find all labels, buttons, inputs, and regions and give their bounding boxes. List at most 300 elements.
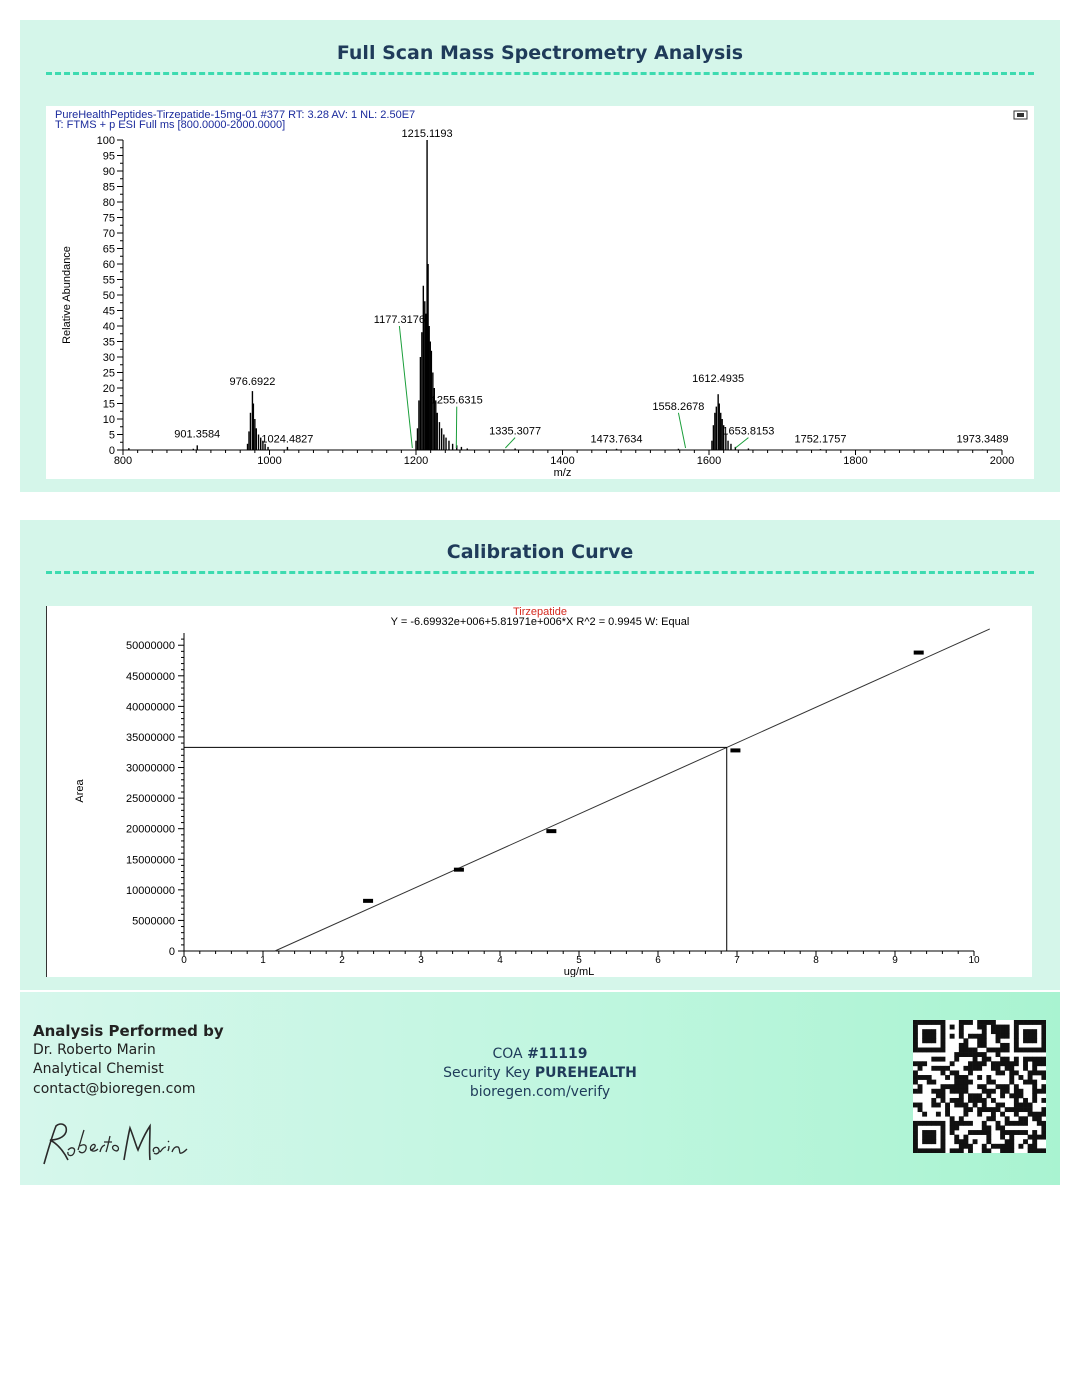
ms-y-tick-label: 50 [102,290,115,302]
qr-module [1009,1139,1014,1144]
qr-module [918,1089,923,1094]
cal-x-tick-label: 6 [655,955,661,966]
qr-module [936,1048,941,1053]
qr-code-icon[interactable] [913,1020,1046,1153]
qr-module [941,1057,946,1062]
ms-y-tick-label: 100 [96,135,115,147]
qr-module [941,1038,946,1043]
qr-module [1037,1116,1042,1121]
qr-module [982,1038,987,1043]
cal-x-tick-label: 10 [968,955,980,966]
qr-module [996,1125,1001,1130]
qr-module [941,1093,946,1098]
qr-module [950,1061,955,1066]
qr-module [1000,1148,1005,1153]
signature [38,1120,193,1166]
qr-module [977,1052,982,1057]
qr-module [1041,1070,1046,1075]
cal-chart-box [46,606,1032,977]
qr-module [941,1066,946,1071]
qr-module [1032,1148,1037,1153]
qr-module [950,1070,955,1075]
qr-module [1014,1038,1019,1043]
ms-title-divider [46,72,1034,75]
qr-module [931,1089,936,1094]
qr-module [1009,1080,1014,1085]
cal-equation: Y = -6.69932e+006+5.81971e+006*X R^2 = 0.9945 W: Equal [390,616,690,628]
qr-module [941,1148,946,1153]
qr-module [1000,1135,1005,1140]
qr-module [1041,1029,1046,1034]
qr-module [936,1121,941,1126]
qr-module [991,1029,996,1034]
qr-module [959,1048,964,1053]
qr-module [1014,1034,1019,1039]
cal-y-tick-label: 5000000 [132,915,175,928]
qr-module [1005,1116,1010,1121]
qr-module [931,1139,936,1144]
verify-url[interactable]: bioregen.com/verify [469,1084,611,1100]
qr-module [1009,1075,1014,1080]
qr-module [1014,1112,1019,1117]
qr-module [1014,1130,1019,1135]
qr-module [959,1025,964,1030]
qr-module [1028,1135,1033,1140]
cal-x-tick-label: 9 [892,955,898,966]
qr-module [982,1043,987,1048]
qr-module [1032,1038,1037,1043]
qr-module [982,1029,987,1034]
qr-module [996,1029,1001,1034]
qr-module [968,1061,973,1066]
qr-module [963,1043,968,1048]
qr-module [1037,1148,1042,1153]
ms-peak-label: 1335.3077 [489,425,542,438]
qr-module [1041,1121,1046,1126]
qr-module [941,1135,946,1140]
qr-module [1000,1070,1005,1075]
ms-y-tick-label: 25 [102,367,115,380]
qr-module [996,1103,1001,1108]
qr-module [1014,1107,1019,1112]
cal-x-tick-label: 3 [418,955,424,966]
calibration-panel [20,520,1060,990]
ms-y-tick-label: 35 [102,336,115,349]
ms-x-tick-label: 2000 [989,455,1015,467]
qr-module [973,1098,978,1103]
ms-y-tick-label: 5 [108,429,115,442]
qr-module [922,1135,927,1140]
qr-module [927,1029,932,1034]
qr-module [954,1121,959,1126]
qr-module [959,1075,964,1080]
ms-x-tick-label: 800 [113,455,133,467]
ms-header-line1: PureHealthPeptides-Tirzepatide-15mg-01 #377 RT: 3.28 AV: 1 NL: 2.50E7 [55,109,416,121]
qr-module [913,1121,918,1126]
qr-module [1023,1057,1028,1062]
qr-module [982,1121,987,1126]
ms-y-tick-label: 70 [102,228,115,240]
qr-module [1028,1148,1033,1153]
qr-module [922,1121,927,1126]
qr-module [982,1125,987,1130]
coa-line [400,1045,680,1064]
qr-module [954,1148,959,1153]
qr-module [968,1020,973,1025]
qr-module [1028,1048,1033,1053]
qr-module [1028,1075,1033,1080]
qr-module [1032,1048,1037,1053]
qr-module [991,1112,996,1117]
qr-module [922,1048,927,1053]
qr-module [977,1034,982,1039]
qr-module [982,1061,987,1066]
qr-module [1041,1112,1046,1117]
qr-module [918,1103,923,1108]
qr-module [931,1029,936,1034]
qr-module [954,1139,959,1144]
qr-module [1009,1070,1014,1075]
qr-module [941,1034,946,1039]
qr-module [931,1034,936,1039]
qr-module [1014,1057,1019,1062]
qr-module [1000,1034,1005,1039]
qr-module [1041,1084,1046,1089]
ms-leader-line [735,438,748,448]
qr-module [1041,1038,1046,1043]
qr-module [986,1089,991,1094]
qr-module [1018,1093,1023,1098]
qr-module [931,1057,936,1062]
ms-peak-label: 1215.1193 [401,128,453,140]
qr-module [950,1148,955,1153]
qr-module [982,1089,987,1094]
ms-y-tick-label: 15 [102,398,115,411]
qr-module [986,1057,991,1062]
security-line [400,1064,680,1083]
qr-module [986,1116,991,1121]
qr-module [982,1020,987,1025]
qr-module [1041,1098,1046,1103]
cal-data-point [454,868,464,872]
qr-module [1000,1061,1005,1066]
qr-module [963,1038,968,1043]
cal-regression-line [275,629,990,951]
qr-module [918,1020,923,1025]
qr-module [968,1034,973,1039]
qr-module [973,1052,978,1057]
qr-module [1014,1025,1019,1030]
ms-y-tick-label: 75 [102,212,115,225]
qr-module [931,1048,936,1053]
qr-module [936,1066,941,1071]
qr-module [931,1130,936,1135]
qr-module [1032,1057,1037,1062]
qr-module [913,1038,918,1043]
qr-module [950,1084,955,1089]
qr-module [1018,1075,1023,1080]
qr-module [950,1125,955,1130]
qr-module [991,1025,996,1030]
cal-y-tick-label: 50000000 [126,640,175,653]
qr-module [918,1075,923,1080]
qr-module [986,1125,991,1130]
qr-module [913,1125,918,1130]
qr-module [959,1093,964,1098]
qr-module [982,1084,987,1089]
qr-module [950,1025,955,1030]
qr-module [1009,1066,1014,1071]
qr-module [973,1093,978,1098]
ms-x-axis-label: m/z [553,467,572,479]
qr-module [1005,1048,1010,1053]
ms-y-tick-label: 45 [102,305,115,318]
qr-module [996,1121,1001,1126]
qr-module [1014,1084,1019,1089]
qr-module [1014,1029,1019,1034]
qr-module [986,1080,991,1085]
qr-module [963,1139,968,1144]
qr-module [1028,1034,1033,1039]
qr-module [954,1103,959,1108]
qr-module [963,1107,968,1112]
qr-module [986,1130,991,1135]
ms-peak-label: 1473.7634 [590,433,643,446]
ms-peak-label: 1255.6315 [430,394,483,407]
qr-module [931,1080,936,1085]
qr-module [968,1144,973,1149]
qr-module [918,1084,923,1089]
qr-module [922,1112,927,1117]
qr-module [941,1144,946,1149]
qr-module [927,1048,932,1053]
qr-module [1000,1144,1005,1149]
qr-module [1032,1112,1037,1117]
qr-module [1032,1066,1037,1071]
qr-module [1028,1070,1033,1075]
qr-module [1009,1121,1014,1126]
qr-module [1005,1130,1010,1135]
qr-module [1037,1121,1042,1126]
qr-module [1014,1048,1019,1053]
qr-module [1032,1130,1037,1135]
qr-module [1041,1148,1046,1153]
analyst-role: Analytical Chemist [33,1061,164,1077]
qr-module [1000,1084,1005,1089]
ms-x-tick-label: 1800 [843,455,868,467]
cal-data-point [730,748,740,752]
qr-module [977,1066,982,1071]
cal-y-tick-label: 15000000 [126,854,175,867]
qr-module [1032,1089,1037,1094]
qr-module [927,1139,932,1144]
qr-module [927,1020,932,1025]
qr-module [959,1029,964,1034]
ms-leader-line [399,326,412,448]
qr-module [922,1061,927,1066]
qr-module [931,1103,936,1108]
cal-y-axis-label: Area [74,779,86,803]
qr-module [996,1066,1001,1071]
qr-module [931,1121,936,1126]
qr-module [977,1061,982,1066]
cal-section-title: Calibration Curve [446,541,634,563]
qr-module [1023,1080,1028,1085]
ms-peak-label: 1653.8153 [722,425,775,438]
qr-module [936,1103,941,1108]
qr-module [1023,1048,1028,1053]
qr-module [1041,1048,1046,1053]
qr-module [968,1066,973,1071]
qr-module [927,1075,932,1080]
qr-module [918,1121,923,1126]
qr-module [1005,1025,1010,1030]
ms-x-tick-label: 1400 [550,455,575,467]
cal-y-tick-label: 20000000 [126,823,175,836]
qr-module [977,1043,982,1048]
qr-module [982,1103,987,1108]
qr-module [936,1112,941,1117]
qr-module [913,1075,918,1080]
qr-module [1023,1029,1028,1034]
qr-module [954,1070,959,1075]
qr-module [986,1135,991,1140]
ms-y-tick-label: 40 [102,321,115,333]
qr-module [986,1139,991,1144]
qr-module [977,1130,982,1135]
qr-module [973,1130,978,1135]
ms-y-tick-label: 30 [102,352,115,364]
qr-module [1000,1130,1005,1135]
qr-module [1037,1061,1042,1066]
qr-module [977,1075,982,1080]
qr-module [959,1139,964,1144]
qr-module [1032,1080,1037,1085]
qr-module [1041,1075,1046,1080]
qr-module [922,1034,927,1039]
qr-module [973,1139,978,1144]
qr-module [1028,1103,1033,1108]
qr-module [1028,1020,1033,1025]
qr-module [968,1070,973,1075]
qr-module [1018,1121,1023,1126]
qr-module [1037,1135,1042,1140]
qr-module [913,1061,918,1066]
qr-module [1023,1038,1028,1043]
qr-module [1009,1135,1014,1140]
qr-module [941,1084,946,1089]
qr-module [922,1130,927,1135]
footer [20,992,1060,1185]
qr-module [931,1038,936,1043]
qr-module [959,1089,964,1094]
qr-module [1023,1020,1028,1025]
qr-module [977,1098,982,1103]
qr-module [1009,1148,1014,1153]
ms-y-tick-label: 85 [102,181,115,194]
qr-module [1018,1144,1023,1149]
qr-module [954,1084,959,1089]
qr-module [941,1020,946,1025]
qr-module [1005,1144,1010,1149]
cal-x-tick-label: 7 [734,955,740,966]
ms-peak-label: 1558.2678 [652,400,705,413]
qr-module [1009,1093,1014,1098]
qr-module [913,1103,918,1108]
cal-y-tick-label: 30000000 [126,762,175,775]
qr-module [927,1080,932,1085]
qr-module [1032,1144,1037,1149]
qr-module [1032,1098,1037,1103]
qr-module [1028,1057,1033,1062]
qr-module [1000,1103,1005,1108]
qr-module [963,1020,968,1025]
ms-collapse-icon[interactable] [1014,111,1027,119]
qr-module [950,1034,955,1039]
qr-module [913,1130,918,1135]
qr-module [973,1103,978,1108]
qr-module [1009,1130,1014,1135]
ms-peak-label: 1024.4827 [261,433,314,446]
qr-module [996,1070,1001,1075]
ms-y-tick-label: 90 [102,166,115,178]
qr-module [977,1038,982,1043]
qr-module [1005,1029,1010,1034]
qr-module [991,1020,996,1025]
qr-module [913,1020,918,1025]
qr-module [1023,1121,1028,1126]
cal-x-axis-label: ug/mL [563,966,595,977]
ms-header-line2: T: FTMS + p ESI Full ms [800.0000-2000.0000] [55,119,286,131]
qr-module [950,1116,955,1121]
qr-module [982,1034,987,1039]
qr-module [996,1034,1001,1039]
qr-module [991,1107,996,1112]
qr-module [1037,1089,1042,1094]
qr-module [1018,1107,1023,1112]
qr-module [918,1148,923,1153]
qr-module [991,1144,996,1149]
cal-data-point [363,899,373,903]
qr-module [963,1135,968,1140]
qr-module [982,1025,987,1030]
qr-module [991,1116,996,1121]
qr-module [1041,1020,1046,1025]
ms-peak-label: 1612.4935 [692,372,745,385]
qr-module [936,1057,941,1062]
qr-module [963,1103,968,1108]
qr-module [1018,1130,1023,1135]
qr-module [968,1130,973,1135]
qr-module [954,1080,959,1085]
qr-module [913,1080,918,1085]
cal-data-point [914,651,924,655]
qr-module [945,1112,950,1117]
qr-module [922,1139,927,1144]
qr-module [1041,1135,1046,1140]
qr-module [954,1125,959,1130]
qr-module [1009,1144,1014,1149]
qr-module [1023,1116,1028,1121]
qr-module [1041,1034,1046,1039]
ms-y-axis-label: Relative Abundance [61,246,73,344]
ms-chart [46,106,1034,479]
qr-module [986,1093,991,1098]
ms-panel [20,20,1060,492]
analyst-email[interactable]: contact@bioregen.com [33,1081,196,1097]
cal-y-tick-label: 0 [168,946,175,958]
qr-module [982,1057,987,1062]
